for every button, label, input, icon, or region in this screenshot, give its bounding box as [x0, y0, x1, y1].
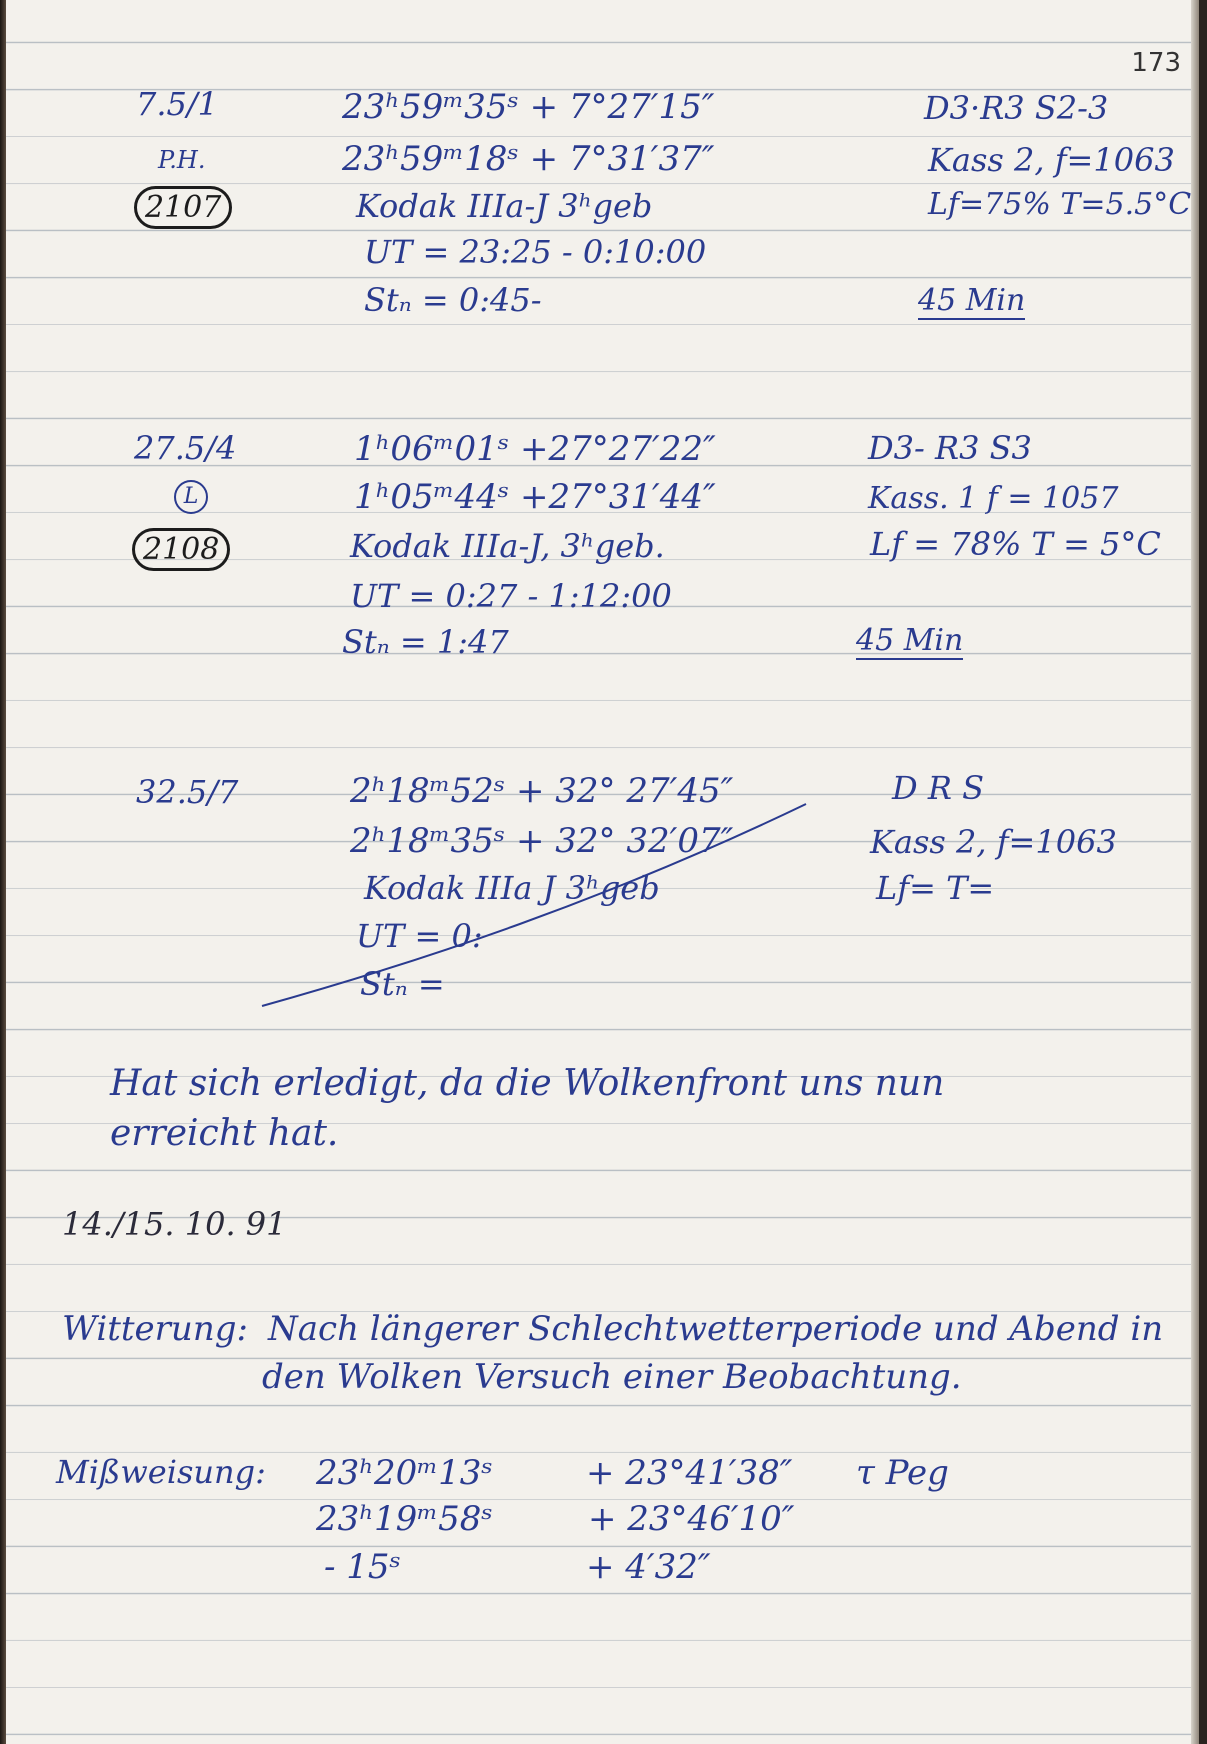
page-number: 173 [1131, 48, 1181, 78]
cassette-line: Kass 2, f=1063 [928, 141, 1175, 179]
coordinate-line: 2ʰ18ᵐ52ˢ + 32° 27′45″ [350, 771, 734, 811]
coordinate-line: 23ʰ59ᵐ18ˢ + 7°31′37″ [342, 139, 715, 179]
duration: 45 Min [856, 623, 964, 658]
deviation-ra: 23ʰ19ᵐ58ˢ [316, 1499, 493, 1539]
remark-line: erreicht hat. [110, 1113, 339, 1154]
ut-line: UT = 0: [356, 917, 483, 955]
deviation-label: Mißweisung: [56, 1453, 266, 1491]
film-line: Kodak IIIa-J 3ʰgeb [356, 187, 653, 225]
cassette-line: Kass 2, f=1063 [870, 823, 1117, 861]
duration: 45 Min [918, 283, 1026, 318]
entry-id: 32.5/7 [136, 773, 239, 811]
entry-id: 27.5/4 [134, 429, 237, 467]
remark-line: Hat sich erledigt, da die Wolkenfront uns nun [110, 1063, 945, 1104]
humidity-temp-line: Lf = 78% T = 5°C [870, 525, 1161, 563]
deviation-star: τ Peg [856, 1453, 949, 1493]
deviation-dec: + 23°41′38″ [586, 1453, 793, 1493]
entry-note: P.H. [158, 146, 206, 174]
film-line: Kodak IIIa J 3ʰgeb [364, 869, 660, 907]
weather-label: Witterung: [62, 1309, 248, 1349]
entry-id: 7.5/1 [136, 85, 219, 123]
humidity-temp-line: Lf= T= [876, 869, 995, 907]
st-line: Stₙ = 1:47 [342, 623, 509, 661]
humidity-temp-line: Lf=75% T=5.5°C [928, 187, 1192, 222]
page-edge [1191, 0, 1199, 1744]
plate-number: 2107 [134, 186, 232, 229]
cassette-line: Kass. 1 f = 1057 [868, 481, 1119, 516]
weather-text: Nach längerer Schlechtwetterperiode und Abend in [268, 1309, 1164, 1349]
exposure-params: D3·R3 S2-3 [924, 89, 1109, 127]
ut-line: UT = 0:27 - 1:12:00 [350, 577, 672, 615]
deviation-ra: 23ʰ20ᵐ13ˢ [316, 1453, 493, 1493]
film-line: Kodak IIIa-J, 3ʰgeb. [350, 527, 665, 565]
ut-line: UT = 23:25 - 0:10:00 [364, 233, 707, 271]
notebook-page [6, 0, 1199, 1744]
entry-note: L [174, 480, 208, 514]
weather-text: den Wolken Versuch einer Beobachtung. [262, 1357, 962, 1397]
coordinate-line: 1ʰ05ᵐ44ˢ +27°31′44″ [354, 477, 716, 517]
deviation-dec: + 4′32″ [586, 1547, 711, 1587]
st-line: Stₙ = 0:45- [364, 281, 542, 319]
exposure-params: D R S [892, 769, 985, 807]
plate-number: 2108 [132, 528, 230, 571]
deviation-ra: - 15ˢ [324, 1547, 402, 1587]
observation-date: 14./15. 10. 91 [62, 1205, 287, 1243]
st-line: Stₙ = [360, 965, 445, 1003]
exposure-params: D3- R3 S3 [868, 429, 1032, 467]
coordinate-line: 1ʰ06ᵐ01ˢ +27°27′22″ [354, 429, 716, 469]
coordinate-line: 2ʰ18ᵐ35ˢ + 32° 32′07″ [350, 821, 734, 861]
deviation-dec: + 23°46′10″ [588, 1499, 795, 1539]
coordinate-line: 23ʰ59ᵐ35ˢ + 7°27′15″ [342, 87, 715, 127]
